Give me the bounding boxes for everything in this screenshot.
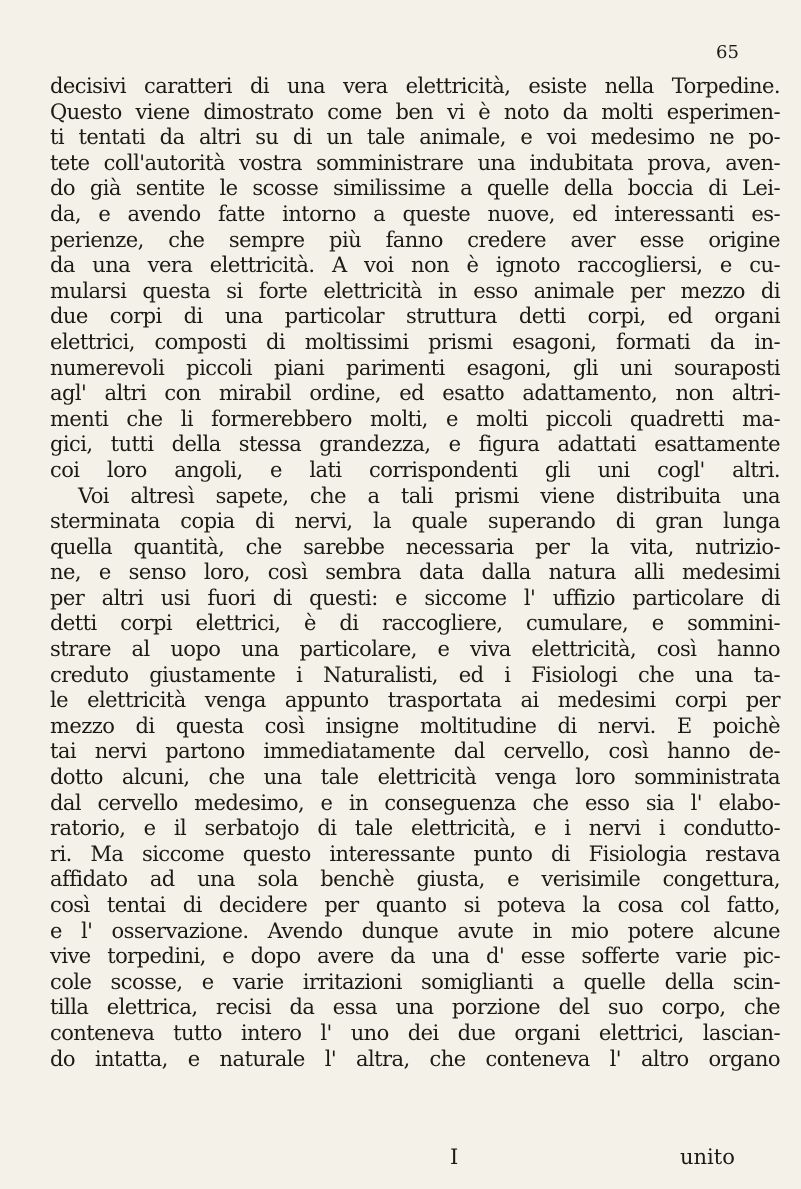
text-line: tete coll'autorità vostra somministrare una indubitata prova, aven- <box>50 150 780 175</box>
text-line: due corpi di una particolar struttura detti corpi, ed organi <box>50 304 780 329</box>
text-line: Voi altresì sapete, che a tali prismi viene distribuita una <box>78 483 780 508</box>
text-line: Questo viene dimostrato come ben vi è noto da molti esperimen- <box>50 99 780 124</box>
text-line: agl' altri con mirabil ordine, ed esatto adattamento, non altri- <box>50 381 780 406</box>
page-footer <box>0 1145 801 1175</box>
text-line: vive torpedini, e dopo avere da una d' esse sofferte varie pic- <box>50 944 780 969</box>
text-line: così tentai di decidere per quanto si poteva la cosa col fatto, <box>50 893 780 917</box>
text-line: sterminata copia di nervi, la quale superando di gran lunga <box>50 509 780 534</box>
text-line: per altri usi fuori di questi: e siccome l' uffizio particolare di <box>50 585 780 610</box>
text-line: gici, tutti della stessa grandezza, e figura adattati esattamente <box>50 432 780 457</box>
text-line: ne, e senso loro, così sembra data dalla natura alli medesimi <box>50 560 780 585</box>
text-line: quella quantità, che sarebbe necessaria per la vita, nutrizio- <box>50 534 780 559</box>
text-line: conteneva tutto intero l' uno dei due organi elettrici, lascian- <box>50 1020 780 1045</box>
text-line: do già sentite le scosse similissime a quelle della boccia di Lei- <box>50 176 780 201</box>
text-line: tai nervi partono immediatamente dal cervello, così hanno de- <box>50 739 780 764</box>
text-line: creduto giustamente i Naturalisti, ed i Fisiologi che una ta- <box>50 662 780 687</box>
text-line: mezzo di questa così insigne moltitudine di nervi. E poichè <box>50 713 780 738</box>
text-line: e l' osservazione. Avendo dunque avute in mio potere alcune <box>50 918 780 943</box>
text-line: do intatta, e naturale l' altra, che conteneva l' altro organo <box>50 1046 780 1071</box>
text-line: dal cervello medesimo, e in conseguenza che esso sia l' elabo- <box>50 790 780 815</box>
text-line: da, e avendo fatte intorno a queste nuove, ed interessanti es- <box>50 201 780 226</box>
text-line: detti corpi elettrici, è di raccogliere, cumulare, e sommini- <box>50 611 780 636</box>
text-line: le elettricità venga appunto trasportata ai medesimi corpi per <box>50 688 780 713</box>
text-line: ratorio, e il serbatojo di tale elettricità, e i nervi i condutto- <box>50 816 780 841</box>
signature-mark: I <box>450 1145 459 1169</box>
text-line: cole scosse, e varie irritazioni somiglianti a quelle della scin- <box>50 969 780 994</box>
text-line: menti che li formerebbero molti, e molti piccoli quadretti ma- <box>50 406 780 431</box>
text-line: perienze, che sempre più fanno credere aver esse origine <box>50 227 780 252</box>
text-line: ri. Ma siccome questo interessante punto di Fisiologia restava <box>50 841 780 866</box>
page-number: 65 <box>716 42 739 63</box>
text-line: strare al uopo una particolare, e viva elettricità, così hanno <box>50 637 780 662</box>
text-line: numerevoli piccoli piani parimenti esagoni, gli uni souraposti <box>50 355 780 380</box>
text-line: decisivi caratteri di una vera elettricità, esiste nella Torpedine. <box>50 74 780 98</box>
text-line: ti tentati da altri su di un tale animale, e voi medesimo ne po- <box>50 125 780 150</box>
text-line: coi loro angoli, e lati corrispondenti gli uni cogl' altri. <box>50 457 780 482</box>
body-text <box>50 74 780 1072</box>
text-line: mularsi questa si forte elettricità in esso animale per mezzo di <box>50 278 780 303</box>
text-line: elettrici, composti di moltissimi prismi esagoni, formati da in- <box>50 329 780 354</box>
text-line: dotto alcuni, che una tale elettricità venga loro somministrata <box>50 765 780 790</box>
text-line: affidato ad una sola benchè giusta, e verisimile congettura, <box>50 867 780 892</box>
catchword: unito <box>680 1145 735 1169</box>
text-line: tilla elettrica, recisi da essa una porzione del suo corpo, che <box>50 995 780 1020</box>
text-line: da una vera elettricità. A voi non è ignoto raccogliersi, e cu- <box>50 253 780 278</box>
